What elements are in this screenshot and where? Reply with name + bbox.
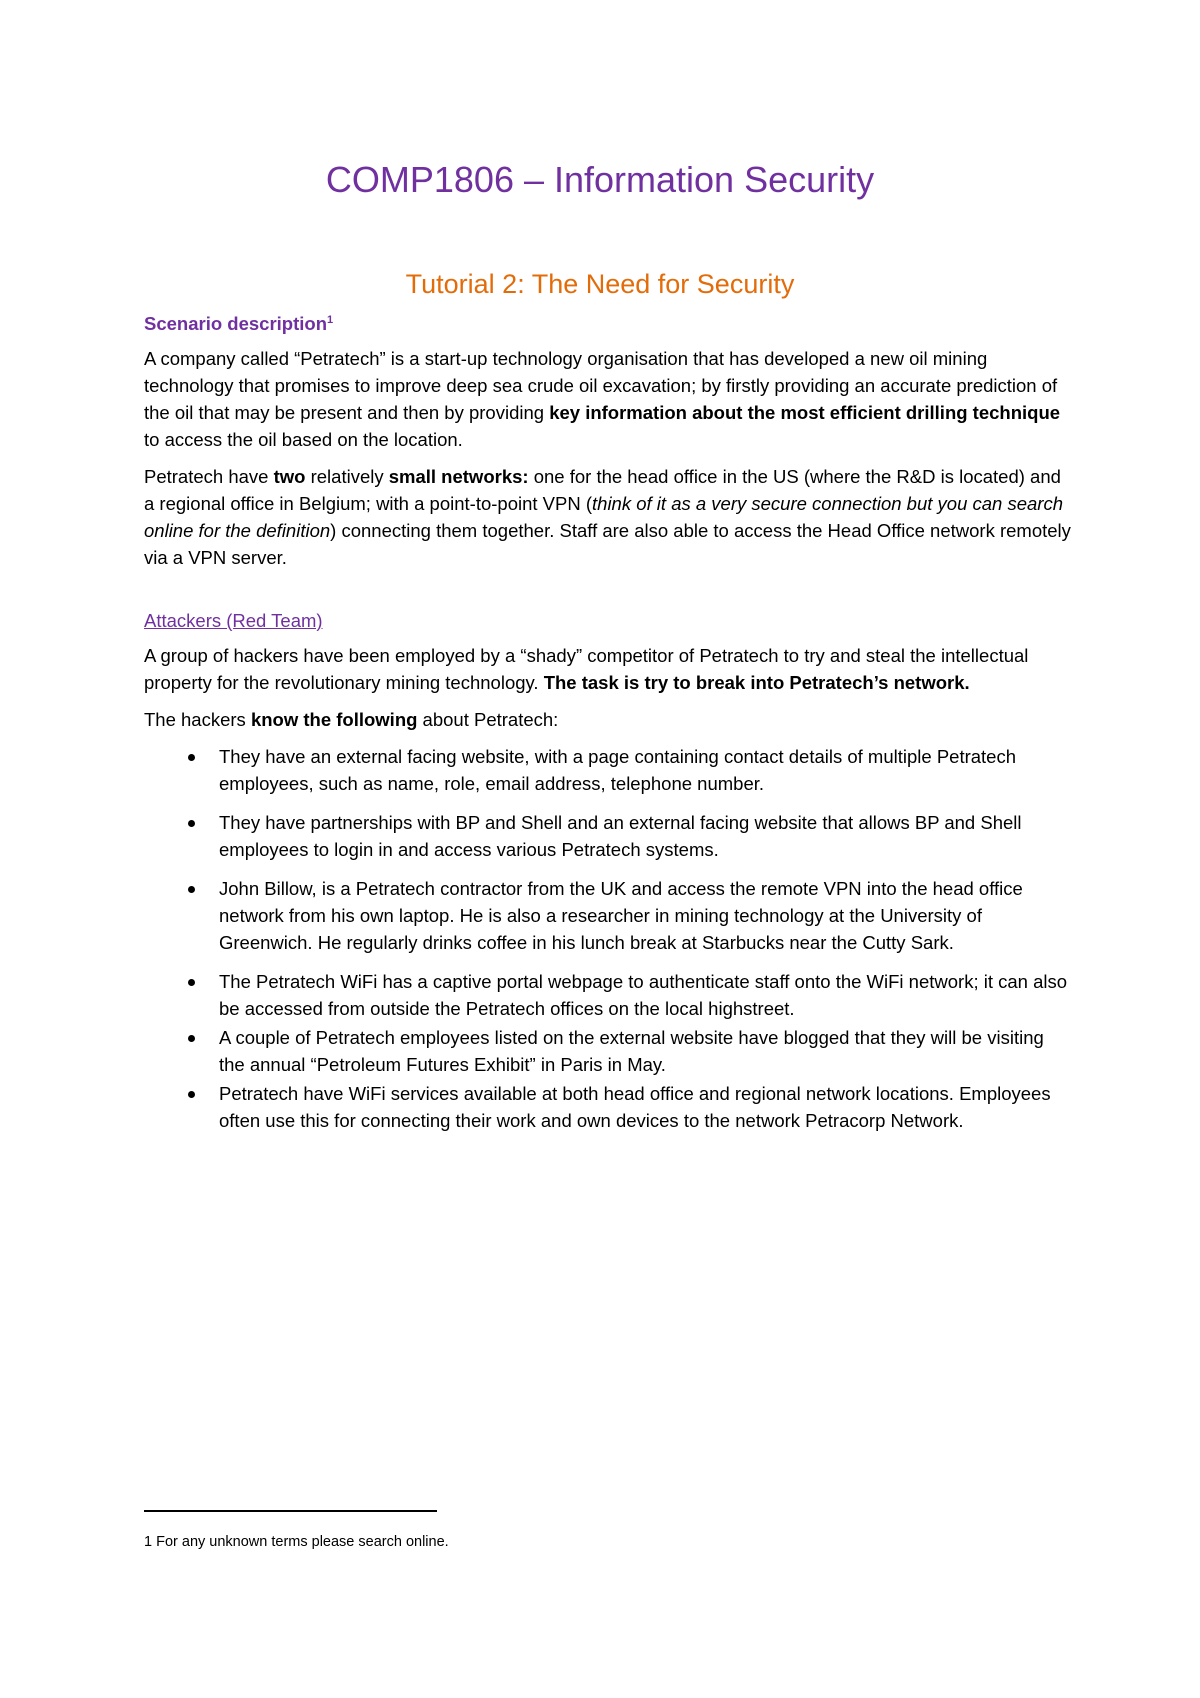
scenario-paragraph-1 <box>144 345 1074 453</box>
bold-text: key information about the most efficient drilling technique <box>549 402 1061 423</box>
list-item <box>144 743 1074 797</box>
bullet-icon <box>188 886 195 893</box>
document-title: COMP1806 – Information Security <box>325 159 875 200</box>
list-item-text: John Billow, is a Petratech contractor from the UK and access the remote VPN into the head office network from his own laptop. He is also a researcher in mining technology at the University of Greenwich. He regularly drinks coffee in his lunch break at Starbucks near the Cutty Sark. <box>219 878 1023 953</box>
bullet-icon <box>188 1035 195 1042</box>
scenario-heading-text: Scenario description <box>144 313 327 334</box>
attackers-paragraph-1 <box>144 642 1074 696</box>
italic-text: think of it as a very secure connection but you can search online for the definition <box>144 493 1063 541</box>
list-item-text: Petratech have WiFi services available at both head office and regional network locations. Employees often use this for connecting their work and own devices to the network Petracorp Network. <box>219 1083 1051 1131</box>
bullet-icon <box>188 820 195 827</box>
footnote-text: For any unknown terms please search online. <box>152 1534 449 1550</box>
list-item-text: The Petratech WiFi has a captive portal webpage to authenticate staff onto the WiFi network; it can also be accessed from outside the Petratech offices on the local highstreet. <box>219 971 1068 1019</box>
footnote <box>144 1533 1044 1551</box>
list-item-text: They have an external facing website, with a page containing contact details of multiple Petratech employees, such as name, role, email address, telephone number. <box>219 746 1016 794</box>
text-run: A group of hackers have been employed by a “shady” competitor of Petratech to try and steal the intellectual property for the revolutionary mining technology. <box>144 645 1029 693</box>
text-run: Petratech have <box>144 466 274 487</box>
bold-text: The task is try to break into Petratech’s network. <box>543 672 970 693</box>
footnote-separator <box>144 1510 437 1512</box>
footnote-reference[interactable]: 1 <box>327 313 334 326</box>
text-run: one for the head office in the US (where the R&D is located) and a regional office in Belgium; with a point-to-point VPN ( <box>144 466 1061 514</box>
bullet-icon <box>188 979 195 986</box>
list-item-text: A couple of Petratech employees listed on the external website have blogged that they will be visiting the annual “Petroleum Futures Exhibit” in Paris in May. <box>219 1027 1044 1075</box>
bullet-icon <box>188 1091 195 1098</box>
document-subtitle: Tutorial 2: The Need for Security <box>405 269 795 299</box>
footnote-marker: 1 <box>144 1534 153 1550</box>
document-body <box>144 310 1074 1136</box>
attackers-heading: Attackers (Red Team) <box>144 610 323 631</box>
bold-text: two <box>273 466 306 487</box>
list-item <box>144 875 1074 956</box>
text-run: A company called “Petratech” is a start-up technology organisation that has developed a new oil mining technology that promises to improve deep sea crude oil excavation; by firstly providing an accurate prediction of the oil that may be present and then by providing <box>144 348 1058 423</box>
scenario-paragraph-2 <box>144 463 1074 571</box>
attackers-paragraph-2 <box>144 706 1074 733</box>
text-run: relatively <box>305 466 389 487</box>
list-item-text: They have partnerships with BP and Shell and an external facing website that allows BP and Shell employees to login in and access various Petratech systems. <box>219 812 1022 860</box>
list-item <box>144 1024 1074 1078</box>
scenario-heading <box>144 310 1074 337</box>
bold-text: know the following <box>250 709 418 730</box>
list-item <box>144 968 1074 1022</box>
text-run: to access the oil based on the location. <box>144 429 463 450</box>
attacker-knowledge-list <box>144 743 1074 1134</box>
text-run: about Petratech: <box>417 709 559 730</box>
text-run: The hackers <box>144 709 251 730</box>
bold-text: small networks: <box>388 466 529 487</box>
bullet-icon <box>188 754 195 761</box>
list-item <box>144 809 1074 863</box>
list-item <box>144 1080 1074 1134</box>
text-run: ) connecting them together. Staff are also able to access the Head Office network remotely via a VPN server. <box>144 520 1071 568</box>
